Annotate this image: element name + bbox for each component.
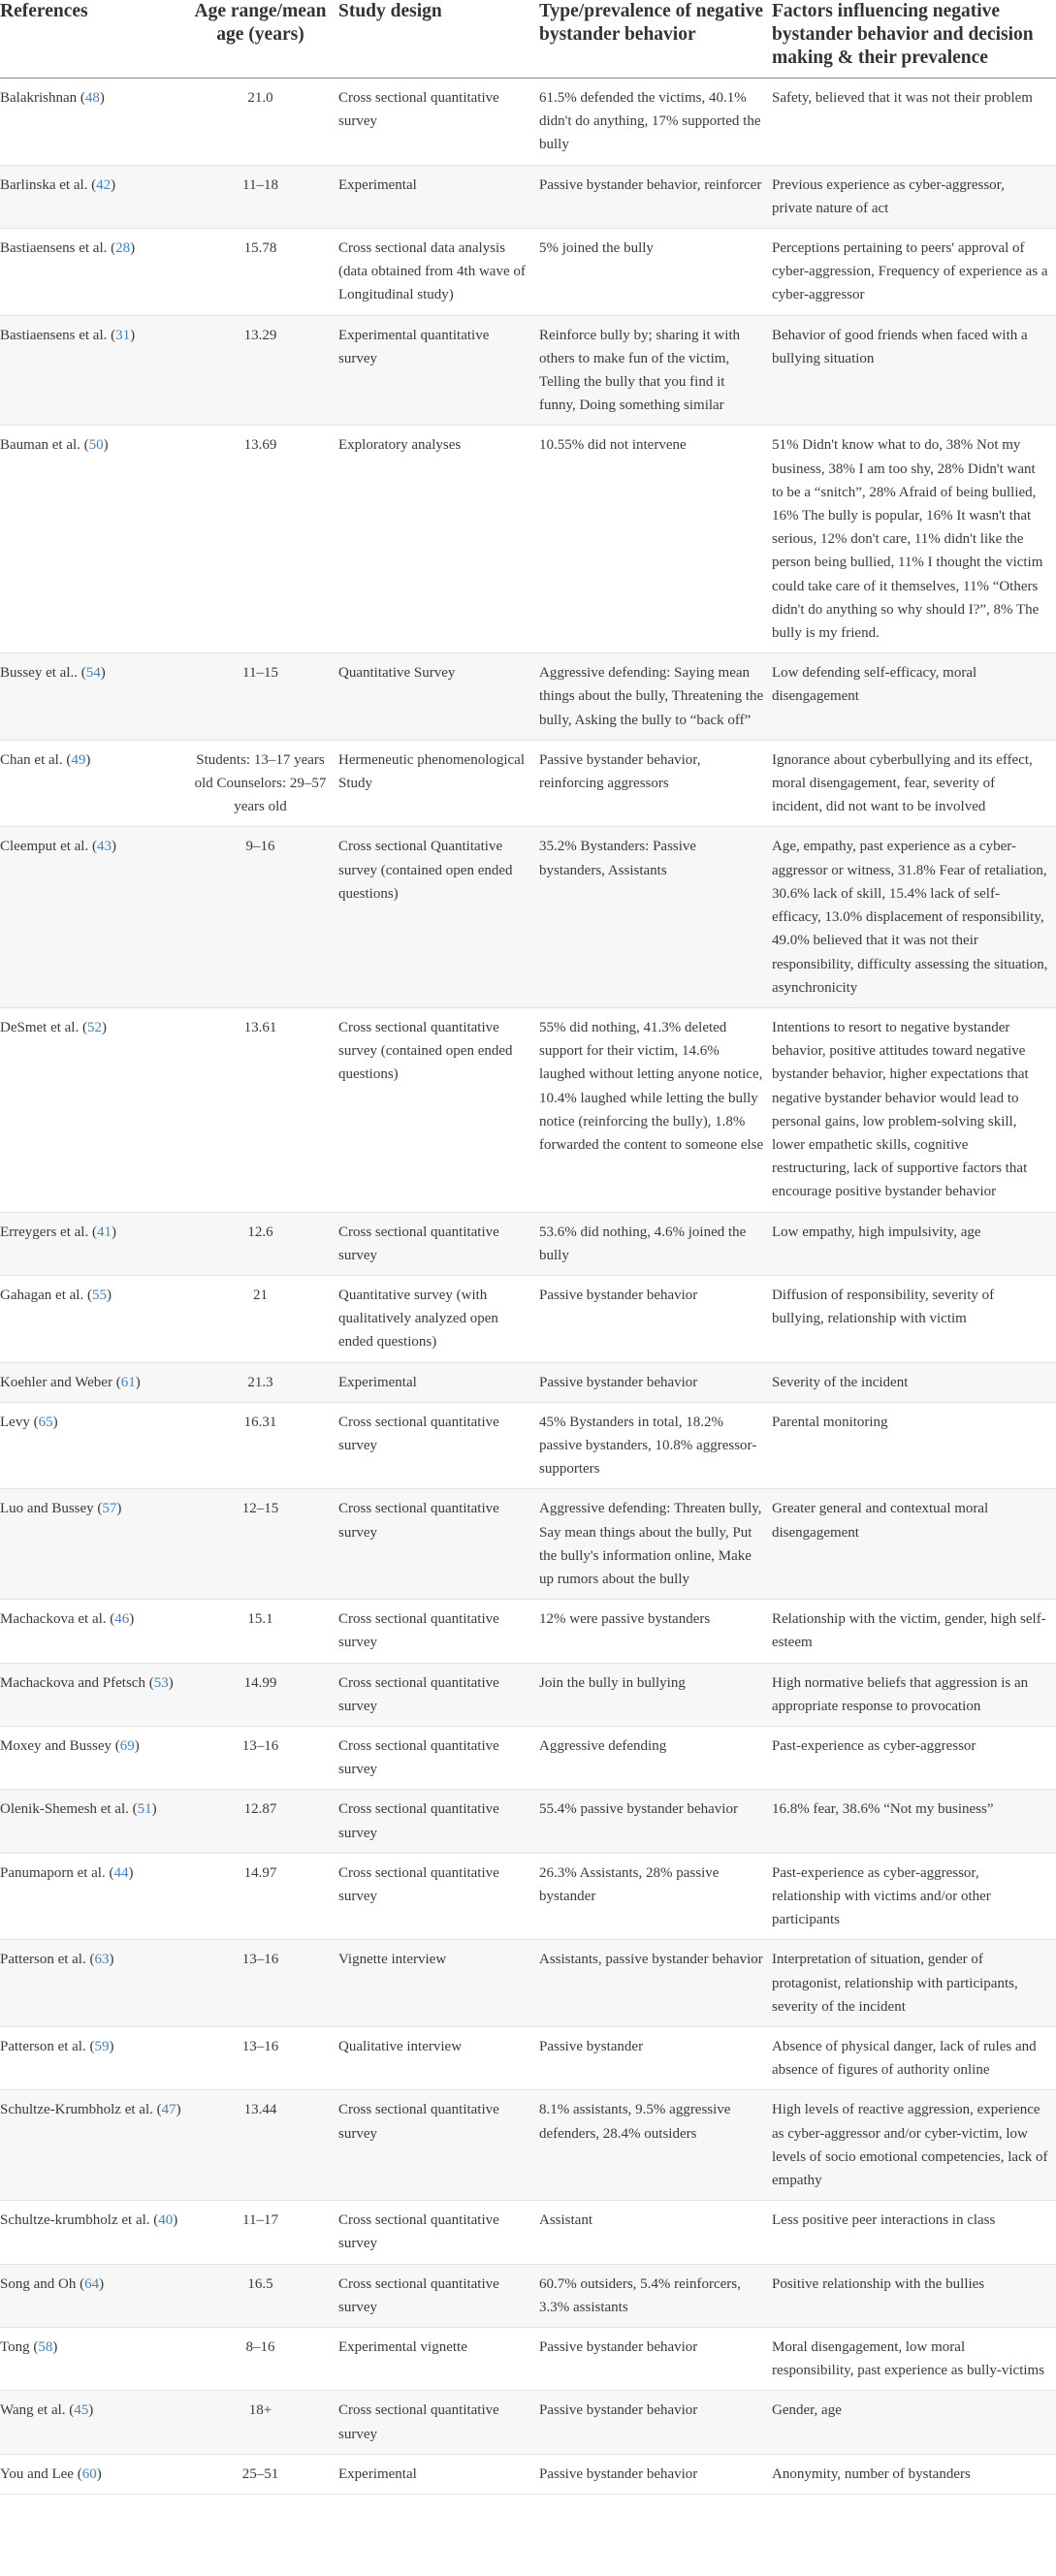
type-prevalence-cell: Passive bystander behavior <box>539 1362 772 1402</box>
reference-name: Schultze-Krumbholz et al. ( <box>0 2102 162 2118</box>
reference-name: Schultze-krumbholz et al. ( <box>0 2212 159 2229</box>
table-row <box>0 827 1056 1007</box>
factors-cell: Greater general and contextual moral disengagement <box>772 1489 1056 1600</box>
table-row <box>0 653 1056 741</box>
age-cell: 21.3 <box>190 1362 338 1402</box>
reference-name: Bastiaensens et al. ( <box>0 327 116 343</box>
type-prevalence-cell: 8.1% assistants, 9.5% aggressive defenders, 28.4% outsiders <box>539 2090 772 2201</box>
study-design-cell: Cross sectional quantitative survey <box>338 1853 539 1940</box>
study-design-cell: Cross sectional quantitative survey <box>338 1790 539 1853</box>
reference-tail: ) <box>96 2465 102 2482</box>
study-design-cell: Cross sectional quantitative survey <box>338 2264 539 2327</box>
study-design-cell: Experimental vignette <box>338 2328 539 2391</box>
study-design-cell: Cross sectional quantitative survey <box>338 79 539 166</box>
citation-link[interactable]: 54 <box>85 665 101 682</box>
table-row <box>0 229 1056 316</box>
study-design-cell: Cross sectional Quantitative survey (contained open ended questions) <box>338 827 539 1007</box>
table-row <box>0 426 1056 653</box>
table-row <box>0 1275 1056 1362</box>
table-row <box>0 2264 1056 2327</box>
reference-cell <box>0 1402 190 1489</box>
citation-link[interactable]: 48 <box>84 90 100 106</box>
table-row <box>0 1663 1056 1726</box>
reference-name: Bussey et al.. ( <box>0 665 86 682</box>
type-prevalence-cell: Aggressive defending: Threaten bully, Say mean things about the bully, Put the bully's information online, Make up rumors about the bully <box>539 1489 772 1600</box>
table-row <box>0 2328 1056 2391</box>
citation-link[interactable]: 41 <box>96 1224 112 1240</box>
reference-tail: ) <box>109 2039 114 2055</box>
age-cell: 11–15 <box>190 653 338 741</box>
type-prevalence-cell: Passive bystander behavior <box>539 2328 772 2391</box>
reference-tail: ) <box>52 1414 58 1430</box>
table-row <box>0 165 1056 228</box>
citation-link[interactable]: 42 <box>96 176 112 193</box>
factors-cell: Relationship with the victim, gender, high self-esteem <box>772 1600 1056 1663</box>
reference-tail: ) <box>85 751 91 768</box>
factors-cell: High normative beliefs that aggression is an appropriate response to provocation <box>772 1663 1056 1726</box>
table-row <box>0 315 1056 426</box>
table-row <box>0 740 1056 827</box>
citation-link[interactable]: 31 <box>115 327 131 343</box>
study-design-cell: Experimental <box>338 2454 539 2494</box>
study-design-cell: Cross sectional quantitative survey (contained open ended questions) <box>338 1007 539 1212</box>
study-design-cell: Experimental quantitative survey <box>338 315 539 426</box>
type-prevalence-cell: 10.55% did not intervene <box>539 426 772 653</box>
citation-link[interactable]: 47 <box>161 2102 176 2118</box>
type-prevalence-cell: Passive bystander behavior <box>539 2391 772 2454</box>
factors-cell: Age, empathy, past experience as a cyber-aggressor or witness, 31.8% Fear of retaliation, 30.6% lack of skill, 15.4% lack of self-efficacy, 13.0% displacement of responsibility, 49.0% believed that it was not their responsibility, difficulty assessing the situation, asynchronicity <box>772 827 1056 1007</box>
study-design-cell: Cross sectional quantitative survey <box>338 1402 539 1489</box>
table-row <box>0 2090 1056 2201</box>
reference-tail: ) <box>109 1952 114 1968</box>
study-design-cell: Cross sectional quantitative survey <box>338 2090 539 2201</box>
age-cell: 18+ <box>190 2391 338 2454</box>
reference-name: Balakrishnan ( <box>0 90 85 106</box>
reference-cell <box>0 79 190 166</box>
study-design-cell: Experimental <box>338 165 539 228</box>
reference-tail: ) <box>100 665 106 682</box>
reference-tail: ) <box>111 176 116 193</box>
age-cell: 12.6 <box>190 1212 338 1275</box>
factors-cell: Low defending self-efficacy, moral disengagement <box>772 653 1056 741</box>
factors-cell: Diffusion of responsibility, severity of bullying, relationship with victim <box>772 1275 1056 1362</box>
age-cell: 16.5 <box>190 2264 338 2327</box>
reference-tail: ) <box>128 1864 134 1881</box>
citation-link[interactable]: 60 <box>81 2465 97 2482</box>
reference-name: Wang et al. ( <box>0 2402 75 2419</box>
table-row <box>0 1726 1056 1789</box>
age-cell: 13.44 <box>190 2090 338 2201</box>
reference-name: Luo and Bussey ( <box>0 1501 103 1517</box>
citation-link[interactable]: 43 <box>96 839 112 855</box>
factors-cell: Less positive peer interactions in class <box>772 2201 1056 2264</box>
citation-link[interactable]: 69 <box>119 1737 135 1754</box>
study-design-cell: Cross sectional quantitative survey <box>338 2391 539 2454</box>
reference-name: Koehler and Weber ( <box>0 1374 121 1390</box>
reference-name: Tong ( <box>0 2339 39 2356</box>
study-design-cell: Quantitative survey (with qualitatively analyzed open ended questions) <box>338 1275 539 1362</box>
reference-name: Song and Oh ( <box>0 2275 85 2292</box>
type-prevalence-cell: Passive bystander behavior <box>539 1275 772 1362</box>
factors-cell: Ignorance about cyberbullying and its effect, moral disengagement, fear, severity of incident, did not want to be involved <box>772 740 1056 827</box>
reference-tail: ) <box>135 1374 141 1390</box>
study-design-cell: Hermeneutic phenomenological Study <box>338 740 539 827</box>
reference-name: Moxey and Bussey ( <box>0 1737 120 1754</box>
citation-link[interactable]: 61 <box>120 1374 136 1390</box>
reference-cell <box>0 2391 190 2454</box>
reference-tail: ) <box>134 1737 140 1754</box>
table-row <box>0 2027 1056 2090</box>
reference-tail: ) <box>130 240 136 257</box>
reference-name: Machackova et al. ( <box>0 1611 115 1628</box>
factors-cell: Safety, believed that it was not their problem <box>772 79 1056 166</box>
reference-tail: ) <box>88 2402 94 2419</box>
study-design-cell: Quantitative Survey <box>338 653 539 741</box>
reference-tail: ) <box>176 2102 181 2118</box>
citation-link[interactable]: 46 <box>114 1611 130 1628</box>
type-prevalence-cell: Assistant <box>539 2201 772 2264</box>
reference-cell <box>0 315 190 426</box>
type-prevalence-cell: 35.2% Bystanders: Passive bystanders, Assistants <box>539 827 772 1007</box>
factors-cell: Moral disengagement, low moral responsibility, past experience as bully-victims <box>772 2328 1056 2391</box>
factors-cell: Positive relationship with the bullies <box>772 2264 1056 2327</box>
table-row <box>0 1853 1056 1940</box>
factors-cell: Parental monitoring <box>772 1402 1056 1489</box>
type-prevalence-cell: Assistants, passive bystander behavior <box>539 1940 772 2027</box>
citation-link[interactable]: 51 <box>137 1801 152 1818</box>
table-row <box>0 1362 1056 1402</box>
reference-cell <box>0 1212 190 1275</box>
citation-link[interactable]: 28 <box>115 240 131 257</box>
age-cell: 21 <box>190 1275 338 1362</box>
age-cell: 13.69 <box>190 426 338 653</box>
reference-name: Panumaporn et al. ( <box>0 1864 114 1881</box>
type-prevalence-cell: 55.4% passive bystander behavior <box>539 1790 772 1853</box>
reference-name: Machackova and Pfetsch ( <box>0 1674 154 1691</box>
header-references: References <box>0 0 190 79</box>
citation-link[interactable]: 45 <box>74 2402 89 2419</box>
table-row <box>0 2454 1056 2494</box>
type-prevalence-cell: Passive bystander <box>539 2027 772 2090</box>
age-cell: 14.99 <box>190 1663 338 1726</box>
type-prevalence-cell: Passive bystander behavior, reinforcer <box>539 165 772 228</box>
header-study-design: Study design <box>338 0 539 79</box>
citation-link[interactable]: 55 <box>91 1287 107 1303</box>
reference-name: You and Lee ( <box>0 2465 82 2482</box>
reference-cell <box>0 1663 190 1726</box>
reference-tail: ) <box>103 437 109 454</box>
citation-link[interactable]: 52 <box>86 1019 102 1035</box>
table-row <box>0 2201 1056 2264</box>
study-design-cell: Exploratory analyses <box>338 426 539 653</box>
reference-tail: ) <box>106 1287 112 1303</box>
reference-tail: ) <box>111 839 116 855</box>
age-cell: 13–16 <box>190 2027 338 2090</box>
study-design-cell: Cross sectional quantitative survey <box>338 1489 539 1600</box>
reference-name: Bastiaensens et al. ( <box>0 240 116 257</box>
reference-name: Bauman et al. ( <box>0 437 89 454</box>
reference-cell <box>0 1940 190 2027</box>
reference-cell <box>0 2454 190 2494</box>
reference-cell <box>0 2328 190 2391</box>
factors-cell: Perceptions pertaining to peers' approval of cyber-aggression, Frequency of experience as a cyber-aggressor <box>772 229 1056 316</box>
table-row <box>0 1402 1056 1489</box>
type-prevalence-cell: 60.7% outsiders, 5.4% reinforcers, 3.3% assistants <box>539 2264 772 2327</box>
reference-name: Olenik-Shemesh et al. ( <box>0 1801 138 1818</box>
type-prevalence-cell: Aggressive defending: Saying mean things about the bully, Threatening the bully, Asking the bully to “back off” <box>539 653 772 741</box>
reference-name: Barlinska et al. ( <box>0 176 97 193</box>
reference-name: Levy ( <box>0 1414 39 1430</box>
factors-cell: Low empathy, high impulsivity, age <box>772 1212 1056 1275</box>
age-cell: 13–16 <box>190 1940 338 2027</box>
type-prevalence-cell: 61.5% defended the victims, 40.1% didn't do anything, 17% supported the bully <box>539 79 772 166</box>
citation-link[interactable]: 44 <box>113 1864 129 1881</box>
type-prevalence-cell: Reinforce bully by; sharing it with others to make fun of the victim, Telling the bully that you find it funny, Doing something similar <box>539 315 772 426</box>
reference-name: Chan et al. ( <box>0 751 72 768</box>
reference-cell <box>0 1600 190 1663</box>
type-prevalence-cell: Join the bully in bullying <box>539 1663 772 1726</box>
reference-tail: ) <box>168 1674 174 1691</box>
table-body <box>0 79 1056 2495</box>
reference-cell <box>0 1790 190 1853</box>
age-cell: 15.78 <box>190 229 338 316</box>
reference-cell <box>0 1362 190 1402</box>
study-design-cell: Cross sectional quantitative survey <box>338 1726 539 1789</box>
age-cell: Students: 13–17 years old Counselors: 29–57 years old <box>190 740 338 827</box>
study-design-cell: Vignette interview <box>338 1940 539 2027</box>
type-prevalence-cell: 55% did nothing, 41.3% deleted support for their victim, 14.6% laughed without letting anyone notice, 10.4% laughed while letting the bully notice (reinforcing the bully), 1.8% forwarded the content to someone else <box>539 1007 772 1212</box>
reference-cell <box>0 165 190 228</box>
study-design-cell: Experimental <box>338 1362 539 1402</box>
table-row <box>0 1489 1056 1600</box>
study-design-cell: Cross sectional quantitative survey <box>338 1212 539 1275</box>
type-prevalence-cell: 53.6% did nothing, 4.6% joined the bully <box>539 1212 772 1275</box>
table-row <box>0 2391 1056 2454</box>
citation-link[interactable]: 49 <box>71 751 86 768</box>
type-prevalence-cell: Aggressive defending <box>539 1726 772 1789</box>
reference-tail: ) <box>101 1019 107 1035</box>
citation-link[interactable]: 58 <box>38 2339 53 2356</box>
factors-cell: Absence of physical danger, lack of rules and absence of figures of authority online <box>772 2027 1056 2090</box>
reference-name: DeSmet et al. ( <box>0 1019 87 1035</box>
reference-name: Patterson et al. ( <box>0 2039 95 2055</box>
factors-cell: Gender, age <box>772 2391 1056 2454</box>
factors-cell: Past-experience as cyber-aggressor <box>772 1726 1056 1789</box>
reference-tail: ) <box>99 90 105 106</box>
table-row <box>0 1940 1056 2027</box>
reference-tail: ) <box>116 1501 122 1517</box>
factors-cell: Previous experience as cyber-aggressor, private nature of act <box>772 165 1056 228</box>
age-cell: 16.31 <box>190 1402 338 1489</box>
citation-link[interactable]: 64 <box>84 2275 100 2292</box>
age-cell: 9–16 <box>190 827 338 1007</box>
reference-name: Patterson et al. ( <box>0 1952 95 1968</box>
header-type-prevalence: Type/prevalence of negative bystander behavior <box>539 0 772 79</box>
type-prevalence-cell: 26.3% Assistants, 28% passive bystander <box>539 1853 772 1940</box>
reference-cell <box>0 1489 190 1600</box>
age-cell: 11–18 <box>190 165 338 228</box>
reference-cell <box>0 229 190 316</box>
factors-cell: Behavior of good friends when faced with a bullying situation <box>772 315 1056 426</box>
factors-cell: Intentions to resort to negative bystander behavior, positive attitudes toward negative bystander behavior, higher expectations that negative bystander behavior would lead to personal gains, low problem-solving skill, lower empathetic skills, cognitive restructuring, lack of supportive factors that encourage positive bystander behavior <box>772 1007 1056 1212</box>
study-design-cell: Qualitative interview <box>338 2027 539 2090</box>
type-prevalence-cell: 12% were passive bystanders <box>539 1600 772 1663</box>
study-design-cell: Cross sectional quantitative survey <box>338 2201 539 2264</box>
study-design-cell: Cross sectional quantitative survey <box>338 1663 539 1726</box>
reference-cell <box>0 740 190 827</box>
age-cell: 25–51 <box>190 2454 338 2494</box>
factors-cell: Severity of the incident <box>772 1362 1056 1402</box>
reference-cell <box>0 653 190 741</box>
age-cell: 15.1 <box>190 1600 338 1663</box>
age-cell: 11–17 <box>190 2201 338 2264</box>
type-prevalence-cell: 45% Bystanders in total, 18.2% passive bystanders, 10.8% aggressor-supporters <box>539 1402 772 1489</box>
table-row <box>0 1007 1056 1212</box>
age-cell: 21.0 <box>190 79 338 166</box>
age-cell: 13.61 <box>190 1007 338 1212</box>
citation-link[interactable]: 50 <box>88 437 104 454</box>
reference-name: Gahagan et al. ( <box>0 1287 92 1303</box>
reference-cell <box>0 2090 190 2201</box>
age-cell: 8–16 <box>190 2328 338 2391</box>
factors-cell: Interpretation of situation, gender of protagonist, relationship with participants, severity of the incident <box>772 1940 1056 2027</box>
factors-cell: 51% Didn't know what to do, 38% Not my business, 38% I am too shy, 28% Didn't want to be a “snitch”, 28% Afraid of being bullied, 16% The bully is popular, 16% It wasn't that serious, 12% don't care, 11% didn't like the person being bullied, 11% I thought the victim could take care of it themselves, 11% “Others didn't do anything so why should I?”, 8% The bully is my friend. <box>772 426 1056 653</box>
reference-cell <box>0 426 190 653</box>
type-prevalence-cell: Passive bystander behavior <box>539 2454 772 2494</box>
table-header <box>0 0 1056 79</box>
table-row <box>0 1600 1056 1663</box>
age-cell: 12.87 <box>190 1790 338 1853</box>
reference-cell <box>0 2264 190 2327</box>
reference-tail: ) <box>130 327 136 343</box>
reference-tail: ) <box>173 2212 178 2229</box>
study-design-cell: Cross sectional quantitative survey <box>338 1600 539 1663</box>
reference-cell <box>0 827 190 1007</box>
age-cell: 12–15 <box>190 1489 338 1600</box>
header-age: Age range/mean age (years) <box>190 0 338 79</box>
reference-cell <box>0 1853 190 1940</box>
reference-tail: ) <box>111 1224 116 1240</box>
reference-cell <box>0 1726 190 1789</box>
type-prevalence-cell: 5% joined the bully <box>539 229 772 316</box>
age-cell: 13.29 <box>190 315 338 426</box>
citation-link[interactable]: 59 <box>94 2039 110 2055</box>
factors-cell: High levels of reactive aggression, experience as cyber-aggressor and/or cyber-victim, low levels of socio emotional competencies, lack of empathy <box>772 2090 1056 2201</box>
reference-cell <box>0 1275 190 1362</box>
reference-name: Erreygers et al. ( <box>0 1224 97 1240</box>
reference-tail: ) <box>99 2275 105 2292</box>
factors-cell: Anonymity, number of bystanders <box>772 2454 1056 2494</box>
age-cell: 13–16 <box>190 1726 338 1789</box>
table-row <box>0 1790 1056 1853</box>
header-factors: Factors influencing negative bystander behavior and decision making & their prevalence <box>772 0 1056 79</box>
reference-cell <box>0 2201 190 2264</box>
reference-name: Cleemput et al. ( <box>0 839 97 855</box>
factors-cell: Past-experience as cyber-aggressor, relationship with victims and/or other participants <box>772 1853 1056 1940</box>
table-row <box>0 79 1056 166</box>
age-cell: 14.97 <box>190 1853 338 1940</box>
citation-link[interactable]: 63 <box>94 1952 110 1968</box>
citation-link[interactable]: 40 <box>158 2212 174 2229</box>
citation-link[interactable]: 65 <box>38 1414 53 1430</box>
reference-tail: ) <box>151 1801 157 1818</box>
reference-tail: ) <box>52 2339 58 2356</box>
citation-link[interactable]: 53 <box>153 1674 169 1691</box>
reference-cell <box>0 2027 190 2090</box>
study-design-cell: Cross sectional data analysis (data obtained from 4th wave of Longitudinal study) <box>338 229 539 316</box>
reference-cell <box>0 1007 190 1212</box>
type-prevalence-cell: Passive bystander behavior, reinforcing aggressors <box>539 740 772 827</box>
citation-link[interactable]: 57 <box>102 1501 117 1517</box>
factors-cell: 16.8% fear, 38.6% “Not my business” <box>772 1790 1056 1853</box>
reference-tail: ) <box>129 1611 135 1628</box>
table-row <box>0 1212 1056 1275</box>
